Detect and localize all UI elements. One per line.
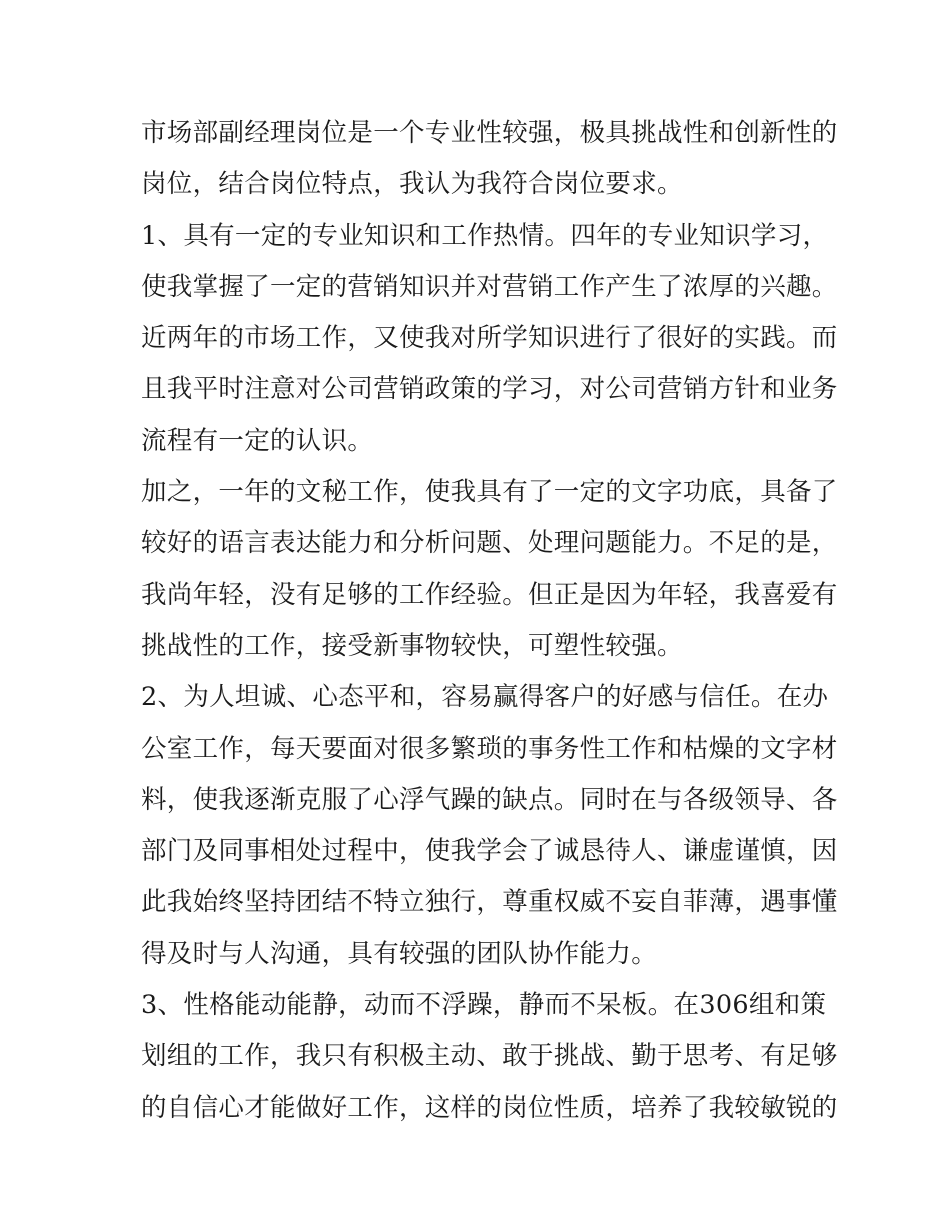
text-line: 加之，一年的文秘工作，使我具有了一定的文字功底，具备了 xyxy=(141,477,838,508)
text-line: 1、具有一定的专业知识和工作热情。四年的专业知识学习， xyxy=(141,220,829,251)
text-line: 较好的语言表达能力和分析问题、处理问题能力。不足的是， xyxy=(141,528,838,559)
text-line: 部门及同事相处过程中，使我学会了诚恳待人、谦虚谨慎，因 xyxy=(141,836,838,867)
text-line: 2、为人坦诚、心态平和，容易赢得客户的好感与信任。在办 xyxy=(141,682,829,713)
text-line: 公室工作，每天要面对很多繁琐的事务性工作和枯燥的文字材 xyxy=(141,733,838,764)
text-line: 市场部副经理岗位是一个专业性较强，极具挑战性和创新性的 xyxy=(141,118,838,148)
text-line: 得及时与人沟通，具有较强的团队协作能力。 xyxy=(141,938,658,969)
text-line: 流程有一定的认识。 xyxy=(141,425,374,456)
text-line: 3、性格能动能静，动而不浮躁，静而不呆板。在306组和策 xyxy=(141,990,827,1021)
text-line: 料，使我逐渐克服了心浮气躁的缺点。同时在与各级领导、各 xyxy=(141,784,838,815)
text-line: 的自信心才能做好工作，这样的岗位性质，培养了我较敏锐的 xyxy=(141,1092,838,1123)
text-line: 挑战性的工作，接受新事物较快，可塑性较强。 xyxy=(141,630,683,661)
text-line: 岗位，结合岗位特点，我认为我符合岗位要求。 xyxy=(141,169,683,200)
text-line: 我尚年轻，没有足够的工作经验。但正是因为年轻，我喜爱有 xyxy=(141,579,838,610)
text-line: 近两年的市场工作，又使我对所学知识进行了很好的实践。而 xyxy=(141,323,838,354)
text-line: 且我平时注意对公司营销政策的学习，对公司营销方针和业务 xyxy=(141,374,838,405)
document-body xyxy=(141,108,838,1134)
text-line: 使我掌握了一定的营销知识并对营销工作产生了浓厚的兴趣。 xyxy=(141,271,838,302)
text-line: 此我始终坚持团结不特立独行，尊重权威不妄自菲薄，遇事懂 xyxy=(141,887,838,918)
text-line: 划组的工作，我只有积极主动、敢于挑战、勤于思考、有足够 xyxy=(141,1041,838,1072)
